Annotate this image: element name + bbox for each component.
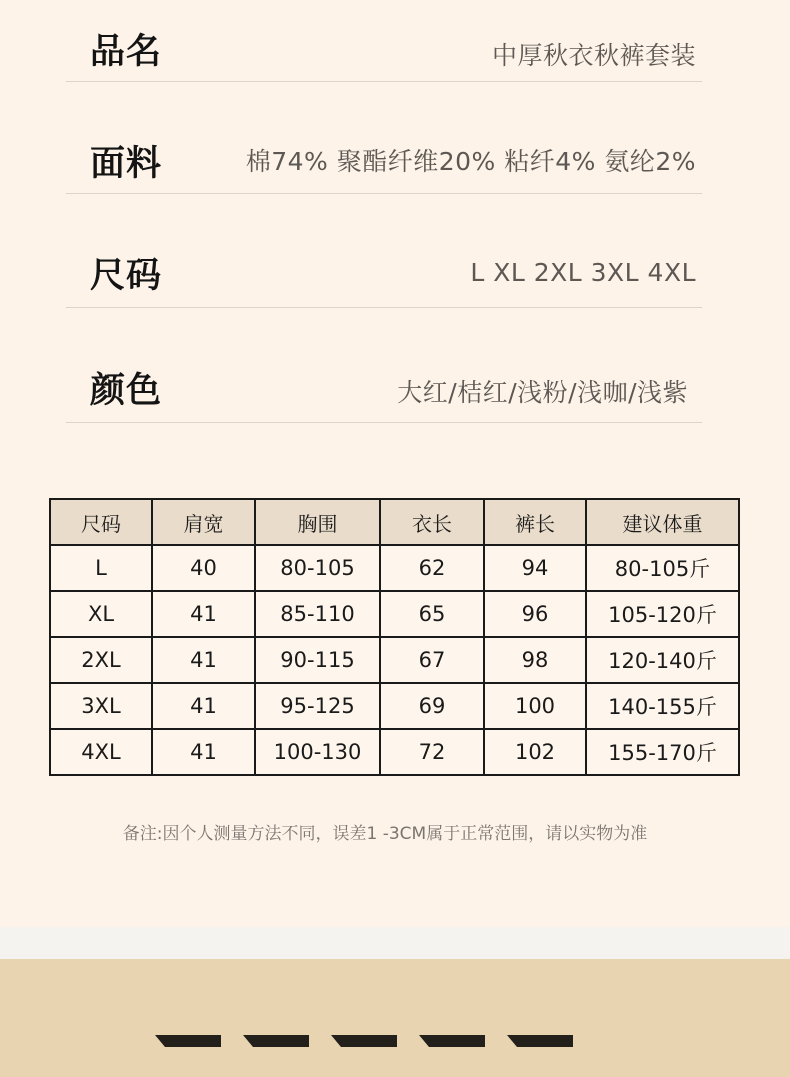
table-row xyxy=(50,683,739,729)
cell-shoulder: 41 xyxy=(152,637,255,683)
header-pants-length: 裤长 xyxy=(484,499,586,545)
cell-pants-length: 98 xyxy=(484,637,586,683)
cell-pants-length: 100 xyxy=(484,683,586,729)
header-top-length: 衣长 xyxy=(380,499,484,545)
cell-pants-length: 94 xyxy=(484,545,586,591)
cell-chest: 90-115 xyxy=(255,637,380,683)
cell-shoulder: 41 xyxy=(152,683,255,729)
cell-size: XL xyxy=(50,591,152,637)
spec-label-name: 品名 xyxy=(90,32,163,72)
cell-shoulder: 41 xyxy=(152,729,255,775)
table-row xyxy=(50,729,739,775)
heading-glyph-fragment xyxy=(243,1035,309,1077)
table-row xyxy=(50,591,739,637)
cell-top-length: 69 xyxy=(380,683,484,729)
spec-row-size xyxy=(66,194,702,308)
header-chest: 胸围 xyxy=(255,499,380,545)
spec-value-size: L XL 2XL 3XL 4XL xyxy=(470,258,696,287)
measurement-note: 备注:因个人测量方法不同，误差1 -3CM属于正常范围，请以实物为准 xyxy=(122,824,648,844)
heading-glyph-fragment xyxy=(419,1035,485,1077)
table-row xyxy=(50,637,739,683)
cell-top-length: 62 xyxy=(380,545,484,591)
spec-value-fabric: 棉74% 聚酯纤维20% 粘纤4% 氨纶2% xyxy=(245,147,696,176)
spec-label-color: 颜色 xyxy=(90,371,163,411)
table-header-row xyxy=(50,499,739,545)
cell-weight: 140-155斤 xyxy=(586,683,739,729)
cell-size: L xyxy=(50,545,152,591)
spec-row-color xyxy=(66,309,702,423)
cell-shoulder: 41 xyxy=(152,591,255,637)
spec-value-color: 大红/桔红/浅粉/浅咖/浅紫 xyxy=(397,378,688,407)
cell-chest: 85-110 xyxy=(255,591,380,637)
next-section-banner xyxy=(0,959,790,1077)
heading-glyph-fragment xyxy=(155,1035,221,1077)
cell-size: 2XL xyxy=(50,637,152,683)
spec-label-fabric: 面料 xyxy=(90,144,163,184)
cell-chest: 100-130 xyxy=(255,729,380,775)
cell-pants-length: 102 xyxy=(484,729,586,775)
cell-size: 3XL xyxy=(50,683,152,729)
heading-glyph-fragment xyxy=(331,1035,397,1077)
spec-value-name: 中厚秋衣秋裤套装 xyxy=(491,41,696,70)
cell-weight: 80-105斤 xyxy=(586,545,739,591)
size-chart-table xyxy=(49,498,740,776)
cell-chest: 80-105 xyxy=(255,545,380,591)
cell-weight: 120-140斤 xyxy=(586,637,739,683)
cell-chest: 95-125 xyxy=(255,683,380,729)
section-divider xyxy=(0,927,790,959)
cell-pants-length: 96 xyxy=(484,591,586,637)
cropped-heading-glyphs xyxy=(155,1035,635,1077)
cell-top-length: 65 xyxy=(380,591,484,637)
cell-size: 4XL xyxy=(50,729,152,775)
heading-glyph-fragment xyxy=(507,1035,573,1077)
spec-row-name xyxy=(66,0,702,82)
header-size: 尺码 xyxy=(50,499,152,545)
cell-top-length: 67 xyxy=(380,637,484,683)
cell-top-length: 72 xyxy=(380,729,484,775)
table-row xyxy=(50,545,739,591)
cell-weight: 105-120斤 xyxy=(586,591,739,637)
spec-label-size: 尺码 xyxy=(90,256,163,296)
product-spec-section xyxy=(0,0,790,440)
header-shoulder: 肩宽 xyxy=(152,499,255,545)
spec-row-fabric xyxy=(66,80,702,194)
header-weight: 建议体重 xyxy=(586,499,739,545)
cell-shoulder: 40 xyxy=(152,545,255,591)
cell-weight: 155-170斤 xyxy=(586,729,739,775)
